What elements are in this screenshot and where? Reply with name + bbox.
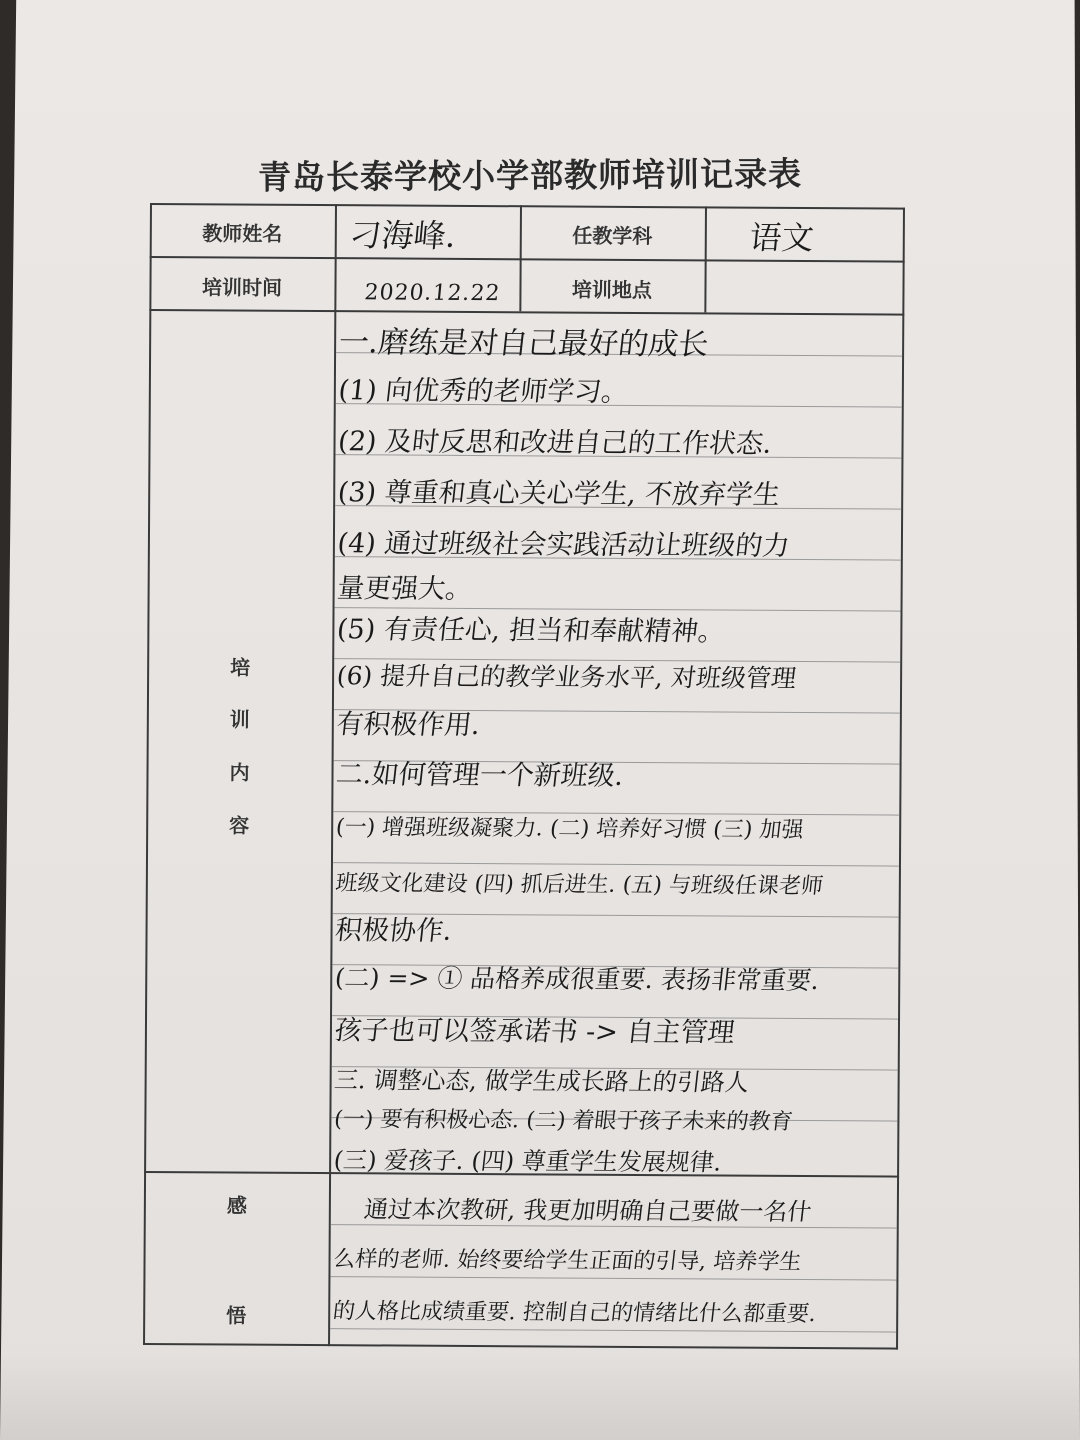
content-line-18: (三) 爱孩子. (四) 尊重学生发展规律. [332, 1146, 724, 1177]
reflection-label-char-1: 感 [226, 1193, 247, 1218]
content-line-8: (6) 提升自己的教学业务水平, 对班级管理 [335, 661, 798, 693]
content-label-char-3: 内 [229, 760, 250, 785]
training-place-label: 培训地点 [571, 277, 653, 303]
ruled-line [330, 1276, 896, 1280]
content-line-10: 二.如何管理一个新班级. [334, 759, 626, 792]
content-label-char-1: 培 [230, 655, 251, 680]
reflection-label-char-2: 悟 [226, 1303, 247, 1328]
content-line-12: 班级文化建设 (四) 抓后进生. (五) 与班级任课老师 [334, 871, 825, 900]
content-line-14: (二) => ① 品格养成很重要. 表扬非常重要. [333, 963, 821, 996]
reflection-line-2: 么样的老师. 始终要给学生正面的引导, 培养学生 [331, 1247, 803, 1275]
training-time-value: 2020.12.22 [363, 280, 502, 307]
ruled-line [330, 1328, 896, 1332]
content-line-1: 一.磨练是对自己最好的成长 [336, 325, 711, 363]
content-line-6: 量更强大。 [335, 573, 475, 605]
content-label-char-4: 容 [229, 813, 250, 838]
training-record-table [143, 203, 905, 1350]
teacher-name-value: 刁海峰. [347, 216, 458, 255]
row-divider-2 [149, 309, 904, 316]
content-line-15: 孩子也可以签承诺书 -> 自主管理 [332, 1015, 737, 1049]
content-line-11: (一) 增强班级凝聚力. (二) 培养好习惯 (三) 加强 [334, 815, 805, 843]
content-line-13: 积极协作. [333, 915, 454, 947]
reflection-line-3: 的人格比成绩重要. 控制自己的情绪比什么都重要. [331, 1299, 818, 1328]
content-line-4: (3) 尊重和真心关心学生, 不放弃学生 [336, 477, 782, 511]
subject-value: 语文 [747, 218, 816, 258]
training-time-label: 培训时间 [201, 275, 283, 300]
content-line-2: (1) 向优秀的老师学习。 [336, 375, 631, 408]
teacher-name-label: 教师姓名 [202, 221, 283, 246]
content-line-17: (一) 要有积极心态. (二) 着眼于孩子未来的教育 [332, 1107, 794, 1135]
content-line-5: (4) 通过班级社会实践活动让班级的力 [335, 528, 792, 562]
content-line-3: (2) 及时反思和改进自己的工作状态. [336, 426, 774, 460]
form-title: 青岛长泰学校小学部教师培训记录表 [257, 154, 803, 197]
content-line-9: 有积极作用. [334, 709, 482, 742]
content-line-16: 三. 调整心态, 做学生成长路上的引路人 [332, 1066, 751, 1097]
paper-shadow [0, 1350, 1080, 1440]
content-label-char-2: 训 [229, 707, 250, 732]
subject-label: 任教学科 [572, 223, 653, 249]
content-line-7: (5) 有责任心, 担当和奉献精神。 [335, 614, 727, 648]
reflection-line-1: 通过本次教研, 我更加明确自己要做一名什 [332, 1195, 813, 1227]
